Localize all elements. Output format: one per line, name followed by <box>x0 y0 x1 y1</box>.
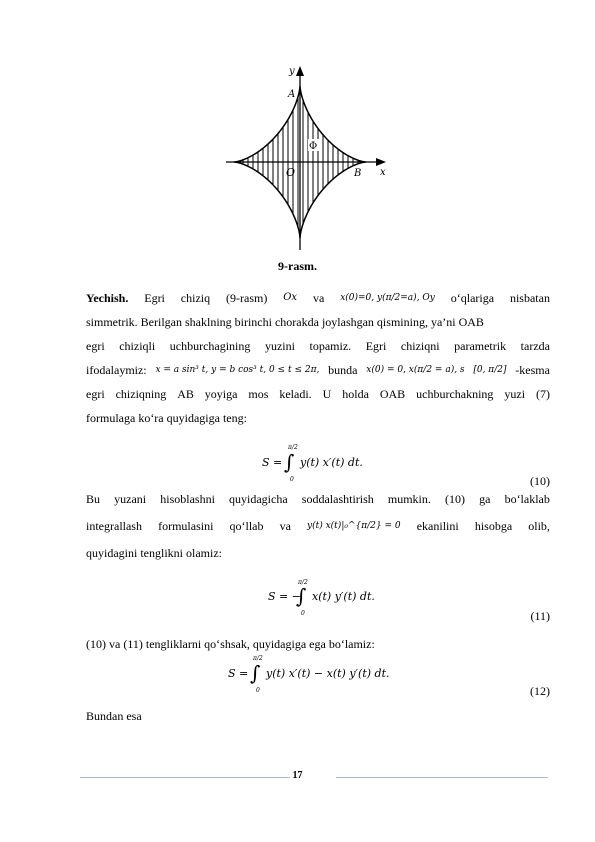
math-parametric: x = a sin³ t, y = b cos³ t, 0 ≤ t ≤ 2π, <box>155 365 320 375</box>
line-text: Bundan esa <box>86 709 142 723</box>
line-text: simmetrik. Berilgan shaklning birinchi chorakda joylashgan qismining, ya’ni OAB <box>86 315 484 329</box>
math-ox: Ox <box>283 292 298 303</box>
word: U <box>322 387 332 401</box>
label-x: x <box>380 167 386 178</box>
label-a: A <box>288 89 296 100</box>
y-axis-arrow <box>296 66 304 76</box>
eq12-body: y(t) x′(t) − x(t) y′(t) dt. <box>266 667 390 680</box>
word: parametrik <box>454 339 507 353</box>
text-line <box>86 382 550 406</box>
word: yuzi <box>504 387 526 401</box>
text-line <box>86 511 550 541</box>
word: chiziqni <box>400 339 440 353</box>
eq10-lhs: S = <box>262 456 283 469</box>
paragraph-simplify <box>86 487 550 565</box>
word: egri <box>86 387 105 401</box>
word: tarzda <box>520 339 550 353</box>
page-number: 17 <box>292 770 303 781</box>
word: keladi. <box>279 387 312 401</box>
eq12-lower: 0 <box>256 687 260 694</box>
label-y: y <box>289 66 295 77</box>
eq11-lhs: S = − <box>268 590 301 603</box>
word: ifodalaymiz: <box>86 363 147 377</box>
word: egri <box>86 339 105 353</box>
eq12-number: (12) <box>530 684 550 698</box>
solution-label: Yechish. <box>86 291 129 305</box>
word: AB <box>177 387 194 401</box>
word: Bu <box>86 492 101 506</box>
eq11-number: (11) <box>530 609 550 623</box>
text-line <box>86 704 550 728</box>
word: mumkin. <box>387 492 431 506</box>
word: ga <box>479 492 491 506</box>
word: va <box>279 519 291 533</box>
word: quyidagicha <box>229 492 288 506</box>
word: bunda <box>328 363 358 377</box>
eq11-lower: 0 <box>301 610 305 617</box>
line-text: formulaga ko‘ra quyidagiga teng: <box>86 411 247 425</box>
word: hisobga <box>474 519 513 533</box>
word: soddalashtirish <box>301 492 374 506</box>
eq11-upper: π/2 <box>298 579 308 586</box>
text-line <box>86 487 550 511</box>
line-text: quyidagini tenglikni olamiz: <box>86 546 222 560</box>
math-bounds: x(0) = 0, x(π/2 = a), s <box>366 365 465 375</box>
word: olib, <box>528 519 550 533</box>
eq11-body: x(t) y′(t) dt. <box>312 590 375 603</box>
eq12-integral: ∫ <box>250 661 261 685</box>
word: chiziqning <box>115 387 167 401</box>
x-axis-arrow <box>376 158 386 166</box>
math-boundary-term: y(t) x(t)|₀^{π/2} = 0 <box>307 521 401 531</box>
figure-caption: 9-rasm. <box>278 259 317 273</box>
word: Egri <box>365 339 387 353</box>
paragraph-hence <box>86 704 550 728</box>
word: chiziqli <box>119 339 156 353</box>
label-o: O <box>286 166 296 179</box>
word: Egri <box>144 291 165 305</box>
astroid-figure <box>224 62 394 252</box>
eq12-lhs: S = <box>228 667 249 680</box>
word: integrallash <box>86 519 142 533</box>
word: uchburchakning <box>416 387 494 401</box>
line-text: (10) va (11) tengliklarni qo‘shsak, quyidagiga ega bo‘lamiz: <box>86 637 375 651</box>
eq10-upper: π/2 <box>288 444 298 451</box>
eq11-integral: ∫ <box>296 584 307 608</box>
eq10-number: (10) <box>530 474 550 488</box>
math-conditions: x(0)=0, y(π/2=a), Oy <box>340 293 435 303</box>
word: ekanilini <box>416 519 459 533</box>
label-phi: Φ <box>309 141 318 152</box>
word: o‘qlariga <box>450 291 495 305</box>
paragraph-sum <box>86 632 550 656</box>
paragraph-solution <box>86 286 550 430</box>
word: qo‘llab <box>229 519 264 533</box>
word: (7) <box>535 387 550 401</box>
word: chiziq <box>180 291 211 305</box>
math-interval: [0, π/2] <box>473 365 507 375</box>
eq10-lower: 0 <box>290 476 294 483</box>
word: (9-rasm) <box>226 291 268 305</box>
word: mos <box>248 387 269 401</box>
text-line <box>86 406 550 430</box>
text-line <box>86 334 550 358</box>
eq12-upper: π/2 <box>253 655 263 662</box>
word: yuzani <box>114 492 147 506</box>
text-line <box>86 358 550 382</box>
word: yoyiga <box>204 387 238 401</box>
word: bo‘laklab <box>504 492 550 506</box>
word: topamiz. <box>309 339 352 353</box>
text-line <box>86 632 550 656</box>
label-b: B <box>354 168 362 179</box>
word: holda <box>342 387 369 401</box>
word: formulasini <box>158 519 214 533</box>
word: nisbatan <box>509 291 550 305</box>
word: yuzini <box>264 339 295 353</box>
eq10-body: y(t) x′(t) dt. <box>300 456 363 469</box>
word: (10) <box>445 492 466 506</box>
text-line <box>86 286 550 310</box>
text-line <box>86 541 550 565</box>
word: va <box>312 291 325 305</box>
eq10-integral: ∫ <box>284 450 295 474</box>
word: OAB <box>379 387 406 401</box>
word: hisoblashni <box>160 492 215 506</box>
text-line <box>86 310 550 334</box>
word: -kesma <box>515 363 550 377</box>
word: uchburchagining <box>169 339 251 353</box>
